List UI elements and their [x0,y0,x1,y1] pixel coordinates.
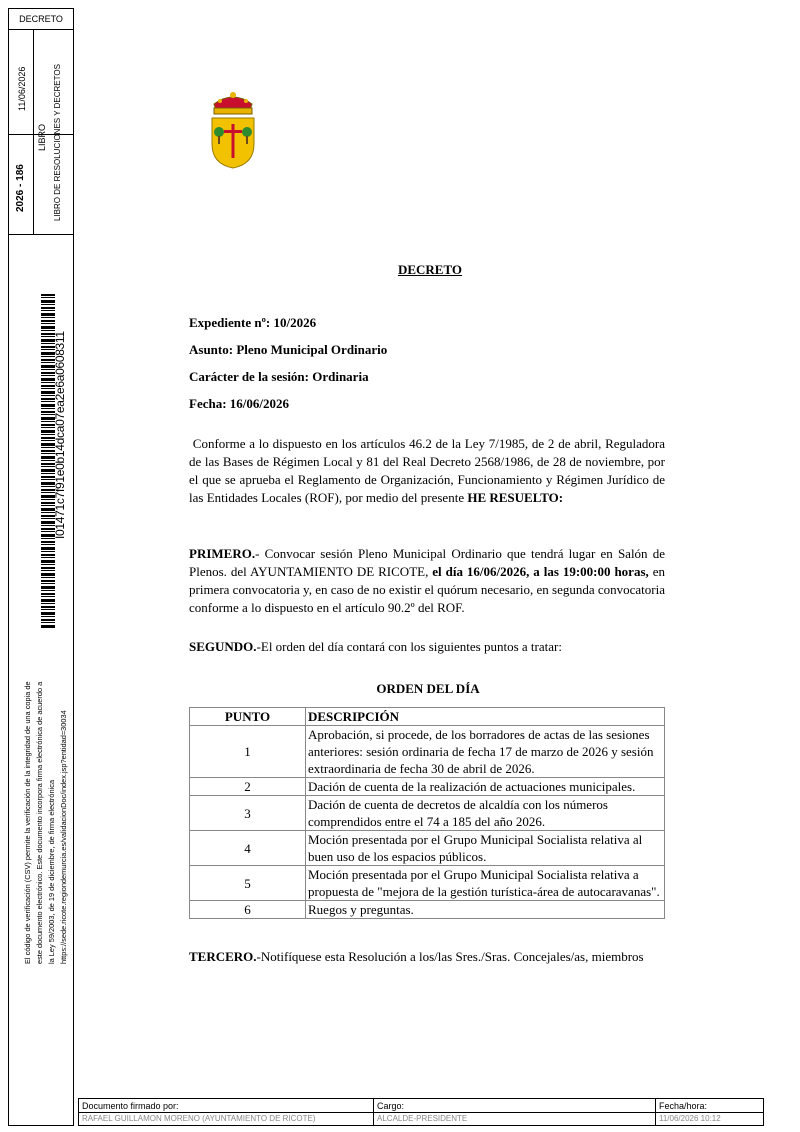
orden-table [189,707,665,919]
side-stamp [8,8,74,1126]
role: ALCALDE-PRESIDENTE [377,1114,468,1123]
datetime-label: Fecha/hora: [659,1101,708,1111]
tercero-paragraph: TERCERO.-Notifíquese esta Resolución a los/las Sres./Sras. Concejales/as, miembros [189,949,644,964]
col-descripcion: DESCRIPCIÓN [306,708,665,726]
table-header-row [190,708,665,726]
table-row: 3 Dación de cuenta de decretos de alcaldía con los números comprendidos entre el 74 a 185 del año 2026. [190,796,665,831]
signed-by-label: Documento firmado por: [82,1101,179,1111]
fecha: Fecha: 16/06/2026 [189,396,290,411]
legal-line: la Ley 59/2003, de 19 de diciembre, de firma electrónica [47,779,56,964]
primero-paragraph: PRIMERO.- Convocar sesión Pleno Municipal Ordinario que tendrá lugar en Salón de Plenos. del AYUNTAMIENTO DE RICOTE, el día 16/06/2026, a las 19:00:00 horas, en primera convocatoria y, en caso de no existir el quórum necesario, en segunda convocatoria conforme a lo dispuesto en el artículo 90.2º del ROF. [189,546,665,615]
coat-of-arms-icon [206,88,260,170]
document-title: DECRETO [397,262,463,277]
segundo-paragraph: SEGUNDO.-El orden del día contará con los siguientes puntos a tratar: [189,639,562,654]
stamp-number: 2026 - 186 [15,164,26,212]
expediente: Expediente nº: 10/2026 [189,315,317,330]
table-row: 6 Ruegos y preguntas. [190,901,665,919]
datetime: 11/06/2026 10:12 [659,1114,721,1123]
stamp-header: DECRETO [9,9,73,30]
caracter-sesion: Carácter de la sesión: Ordinaria [189,369,369,384]
signature-box [78,1098,764,1126]
legal-line: este documento electrónico. Este documento incorpora firma electrónica de acuerdo a [35,681,44,964]
intro-paragraph: Conforme a lo dispuesto en los artículos 46.2 de la Ley 7/1985, de 2 de abril, Reguladora de las Bases de Régimen Local y 81 del Real Decreto 2568/1986, de 28 de noviembre, por el que se aprueba el Reglamento de Organización, Funcionamiento y Régimen Jurídico de las Entidades Locales (ROF), por medio del presente HE RESUELTO: [189,436,666,505]
asunto: Asunto: Pleno Municipal Ordinario [189,342,388,357]
table-row: 1 Aprobación, si procede, de los borradores de actas de las sesiones anteriores: sesión ordinaria de fecha 17 de marzo de 2026 y sesión extraordinaria de fecha 30 de abril de 2026. [190,726,665,778]
table-row: 5 Moción presentada por el Grupo Municipal Socialista relativa a propuesta de "mejora de la gestión turística-área de autocaravanas". [190,866,665,901]
stamp-date: 11/06/2026 [17,66,27,111]
csv-code: I01471c7f91e0b14dca07ea2e6a0608311 [53,331,67,539]
stamp-book-desc: LIBRO DE RESOLUCIONES Y DECRETOS [53,64,62,221]
stamp-book: LIBRO [37,123,47,151]
orden-del-dia-title: ORDEN DEL DÍA [376,681,480,696]
legal-line: https://sede.ricote.regiondemurcia.es/validacionDoc/index.jsp?entidad=30034 [59,710,68,964]
col-punto: PUNTO [190,708,306,726]
table-row: 4 Moción presentada por el Grupo Municipal Socialista relativa al buen uso de los espacios públicos. [190,831,665,866]
signed-by: RAFAEL GUILLAMON MORENO (AYUNTAMIENTO DE RICOTE) [82,1114,316,1123]
role-label: Cargo: [377,1101,405,1111]
table-row: 2 Dación de cuenta de la realización de actuaciones municipales. [190,778,665,796]
legal-line: El código de verificación (CSV) permite la verificación de la integridad de una copia de [23,681,32,964]
